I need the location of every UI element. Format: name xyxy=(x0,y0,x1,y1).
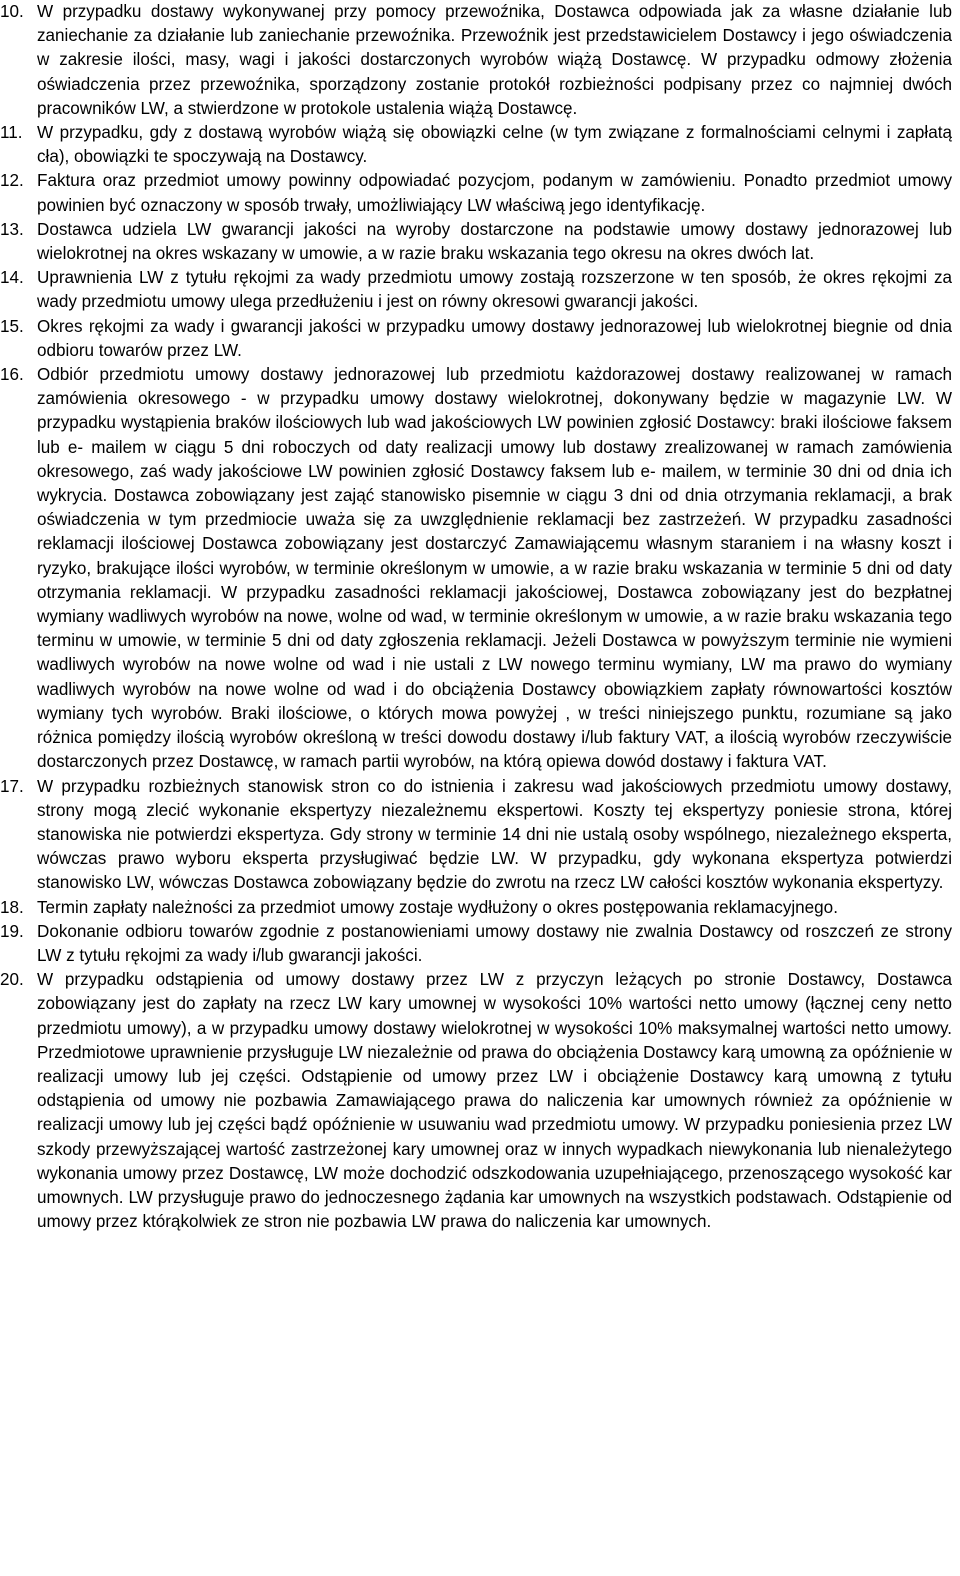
clause-text: W przypadku odstąpienia od umowy dostawy przez LW z przyczyn leżących po stronie Dostawcy, Dostawca zobowiązany jest do zapłaty na rzecz LW kary umownej w wysokości 10% wartości netto umowy (łącznej ceny netto przedmiotu umowy), a w przypadku umowy dostawy wielokrotnej w wysokości 10% maksymalnej wartości netto umowy. Przedmiotowe uprawnienie przysługuje LW niezależnie od prawa do obciążenia Dostawcy karą umowną za opóźnienie w realizacji umowy lub jej części. Odstąpienie od umowy przez LW i obciążenie Dostawcy karą umowną z tytułu odstąpienia od umowy nie pozbawia Zamawiającego prawa do naliczenia kar umownych również za opóźnienie w realizacji umowy lub jej części bądź opóźnienie w usuwaniu wad przedmiotu umowy. W przypadku poniesienia przez LW szkody przewyższającej wartość zastrzeżonej kary umownej oraz w innych wypadkach niewykonania lub nienależytego wykonania umowy przez Dostawcę, LW może dochodzić odszkodowania uzupełniającego, przenoszącego wysokość kar umownych. LW przysługuje prawo do jednoczesnego żądania kar umownych na wszystkich podstawach. Odstąpienie od umowy przez którąkolwiek ze stron nie pozbawia LW prawa do naliczenia kar umownych. xyxy=(37,970,952,1232)
clause-number: 10. xyxy=(0,2,24,21)
clause-20 xyxy=(0,968,952,1234)
clause-14 xyxy=(0,266,952,314)
clause-text: W przypadku rozbieżnych stanowisk stron co do istnienia i zakresu wad jakościowych przedmiotu umowy dostawy, strony mogą zlecić wykonanie ekspertyzy niezależnemu ekspertowi. Koszty tej ekspertyzy poniesie strona, której stanowiska nie potwierdzi ekspertyza. Gdy strony w terminie 14 dni nie ustalą osoby wspólnego, niezależnego eksperta, wówczas prawo wyboru eksperta przysługiwać będzie LW. W przypadku, gdy wykonana ekspertyza potwierdzi stanowisko LW, wówczas Dostawca zobowiązany będzie do zwrotu na rzecz LW całości kosztów wykonania ekspertyzy. xyxy=(37,776,952,893)
clause-text: Dokonanie odbioru towarów zgodnie z postanowieniami umowy dostawy nie zwalnia Dostawcy od roszczeń ze strony LW z tytułu rękojmi za wady i/lub gwarancji jakości. xyxy=(37,921,952,965)
clause-10 xyxy=(0,0,952,121)
clause-text: W przypadku, gdy z dostawą wyrobów wiążą się obowiązki celne (w tym związane z formalnościami celnymi i zapłatą cła), obowiązki te spoczywają na Dostawcy. xyxy=(37,123,952,167)
clause-text: Faktura oraz przedmiot umowy powinny odpowiadać pozycjom, podanym w zamówieniu. Ponadto przedmiot umowy powinien być oznaczony w sposób trwały, umożliwiający LW właściwą jego identyfikację. xyxy=(37,171,952,215)
clause-13 xyxy=(0,218,952,266)
clause-number: 17. xyxy=(0,776,24,796)
clause-number: 12. xyxy=(0,171,24,191)
clause-text: Termin zapłaty należności za przedmiot umowy zostaje wydłużony o okres postępowania reklamacyjnego. xyxy=(37,897,838,917)
clause-17 xyxy=(0,775,952,896)
clause-number: 15. xyxy=(0,316,24,336)
clause-number: 16. xyxy=(0,365,24,385)
clause-number: 14. xyxy=(0,268,24,288)
clause-18 xyxy=(0,896,952,920)
clause-15 xyxy=(0,315,952,363)
clause-number: 18. xyxy=(0,897,24,917)
clause-text: Odbiór przedmiotu umowy dostawy jednorazowej lub przedmiotu każdorazowej dostawy realizowanej w ramach zamówienia okresowego - w przypadku umowy dostawy wielokrotnej, dokonywany będzie w magazynie LW. W przypadku wystąpienia braków ilościowych lub wad jakościowych LW powinien zgłosić Dostawcy: braki ilościowe faksem lub e- mailem w ciągu 5 dni roboczych od daty realizacji umowy lub dostawy zrealizowanej w ramach zamówienia okresowego, zaś wady jakościowe LW powinien zgłosić Dostawcy faksem lub e- mailem, w terminie 30 dni od dnia ich wykrycia. Dostawca zobowiązany jest zająć stanowisko pisemnie w ciągu 3 dni od dnia otrzymania reklamacji, a brak oświadczenia w tym przedmiocie uważa się za uwzględnienie reklamacji bez zastrzeżeń. W przypadku zasadności reklamacji ilościowej Dostawca zobowiązany jest dostarczyć Zamawiającemu własnym staraniem i na własny koszt i ryzyko, brakujące ilości wyrobów, w terminie określonym w umowie, a w razie braku wskazania w terminie 5 dni od daty otrzymania reklamacji. W przypadku zasadności reklamacji jakościowej, Dostawca zobowiązany jest do bezpłatnej wymiany wadliwych wyrobów na nowe, wolne od wad, w terminie określonym w umowie, a w razie braku wskazania tego terminu w umowie, w terminie 5 dni od daty zgłoszenia reklamacji. Jeżeli Dostawca w powyższym terminie nie wymieni wadliwych wyrobów na nowe wolne od wad i nie ustali z LW nowego terminu wymiany, LW ma prawo do wymiany wadliwych wyrobów na nowe wolne od wad i do obciążenia Dostawcy obowiązkiem zapłaty równowartości kosztów wymiany tych wyrobów. Braki ilościowe, o których mowa powyżej , w treści niniejszego punktu, rozumiane są jako różnica pomiędzy ilością wyrobów określoną w treści dowodu dostawy i/lub faktury VAT, a ilością wyrobów rzeczywiście dostarczonych przez Dostawcę, w ramach partii wyrobów, na którą opiewa dowód dostawy i faktura VAT. xyxy=(37,365,952,772)
clause-text: Dostawca udziela LW gwarancji jakości na wyroby dostarczone na podstawie umowy dostawy jednorazowej lub wielokrotnej na okres wskazany w umowie, a w razie braku wskazania tego okresu na okres dwóch lat. xyxy=(37,219,952,264)
clause-number: 13. xyxy=(0,219,24,239)
clause-text: Uprawnienia LW z tytułu rękojmi za wady przedmiotu umowy zostają rozszerzone w ten sposób, że okres rękojmi za wady przedmiotu umowy ulega przedłużeniu i jest on równy okresowi gwarancji jakości. xyxy=(37,268,952,312)
clause-11 xyxy=(0,121,952,169)
clause-text: W przypadku dostawy wykonywanej przy pomocy przewoźnika, Dostawca odpowiada jak za własne działanie lub zaniechanie za działanie lub zaniechanie przewoźnika. Przewoźnik jest przedstawicielem Dostawcy i jego oświadczenia w zakresie ilości, masy, wagi i jakości dostarczonych wyrobów wiążą Dostawcę. W przypadku odmowy złożenia oświadczenia przez przewoźnika, sporządzony zostanie protokół rozbieżności podpisany przez co najmniej dwóch pracowników LW, a stwierdzone w protokole ustalenia wiążą Dostawcę. xyxy=(37,2,952,118)
clause-number: 20. xyxy=(0,970,24,990)
clause-19 xyxy=(0,920,952,968)
clause-text: Okres rękojmi za wady i gwarancji jakości w przypadku umowy dostawy jednorazowej lub wielokrotnej biegnie od dnia odbioru towarów przez LW. xyxy=(37,316,952,360)
clause-number: 19. xyxy=(0,921,24,941)
clause-12 xyxy=(0,169,952,217)
clause-16 xyxy=(0,363,952,774)
clause-number: 11. xyxy=(0,123,23,143)
